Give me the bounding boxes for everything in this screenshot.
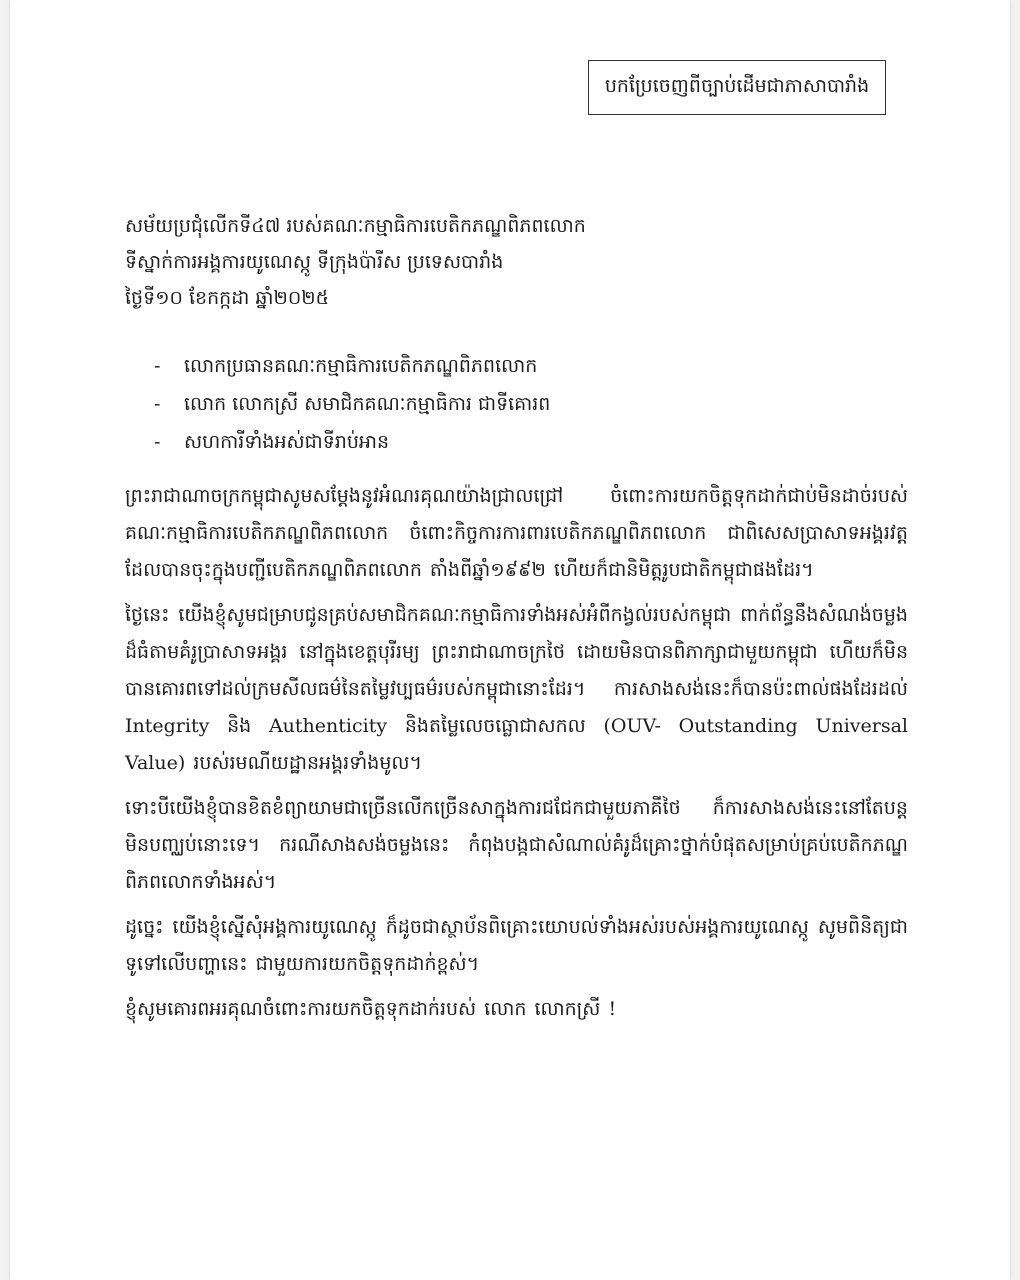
bullet-dash: - (154, 431, 161, 453)
paragraph-efforts: ទោះបីយើងខ្ញុំបានខិតខំព្យាយាមជាច្រើនលើកច្រើនសាក្នុងការជជែកជាមួយភាគីថៃ ក៏ការសាងសង់នេះនៅតែបន្តមិនបញ្ឈប់នោះទេ។ ករណីសាងសង់ចម្លងនេះ កំពុងបង្កជាសំណាល់គំរូដ៏គ្រោះថ្នាក់បំផុតសម្រាប់គ្រប់បេតិកភណ្ឌពិភពលោកទាំងអស់។ (125, 797, 908, 893)
salutation-item (154, 347, 550, 385)
salutation-item (154, 423, 550, 461)
venue-line: ទីស្នាក់ការអង្គការយូណេស្កូ ទីក្រុងប៉ារីស ប្រទេសបារាំង (125, 251, 504, 273)
bullet-dash: - (154, 355, 161, 377)
translation-note-box (588, 60, 886, 115)
date-line: ថ្ងៃទី១០ ខែកក្កដា ឆ្នាំ២០២៥ (125, 287, 330, 309)
letter-header (125, 208, 586, 316)
salutation-text: សហការីទាំងអស់ជាទីរាប់អាន (184, 431, 390, 453)
salutation-text: លោកប្រធានគណៈកម្មាធិការបេតិកភណ្ឌពិភពលោក (184, 355, 538, 377)
salutation-list (154, 347, 550, 461)
salutation-item (154, 385, 550, 423)
salutation-text: លោក លោកស្រី សមាជិកគណៈកម្មាធិការ ជាទីគោរព (184, 393, 551, 415)
document-page (10, 0, 1010, 1280)
paragraph-gratitude: ព្រះរាជាណាចក្រកម្ពុជាសូមសម្តែងនូវអំណរគុណយ៉ាងជ្រាលជ្រៅ ចំពោះការយកចិត្តទុកដាក់ជាប់មិនដាច់របស់គណៈកម្មាធិការបេតិកភណ្ឌពិភពលោក ចំពោះកិច្ចការការពារបេតិកភណ្ឌពិភពលោក ជាពិសេសប្រាសាទអង្គរវត្ត ដែលបានចុះក្នុងបញ្ជីបេតិកភណ្ឌពិភពលោក តាំងពីឆ្នាំ១៩៩២ ហើយក៏ជានិមិត្តរូបជាតិកម្ពុជាផងដែរ។ (125, 485, 908, 581)
translation-note: បកប្រែចេញពីច្បាប់ដើមជាភាសាបារាំង (604, 74, 870, 97)
session-line: សម័យប្រជុំលើកទី៤៧ របស់គណៈកម្មាធិការបេតិកភណ្ឌពិភពលោក (125, 215, 586, 237)
letter-body (125, 478, 908, 1036)
paragraph-concern: ថ្ងៃនេះ យើងខ្ញុំសូមជម្រាបជូនគ្រប់សមាជិកគណៈកម្មាធិការទាំងអស់អំពីកង្វល់របស់កម្ពុជា ពាក់ព័ន្ធនឹងសំណង់ចម្លងដ៏ធំតាមគំរូប្រាសាទអង្គរ នៅក្នុងខេត្តបុរីរម្យ ព្រះរាជាណាចក្រថៃ ដោយមិនបានពិភាក្សាជាមួយកម្ពុជា ហើយក៏មិនបានគោរពទៅដល់ក្រមសីលធម៌នៃតម្លៃវប្បធម៌របស់កម្ពុជានោះដែរ។ ការសាងសង់នេះក៏បានប៉ះពាល់ផងដែរដល់ Integrity និង Authenticity និងតម្លៃលេចធ្លោជាសកល (OUV- Outstanding Universal Value) របស់រមណីយដ្ឋានអង្គរទាំងមូល។ (125, 604, 908, 774)
closing-line: ខ្ញុំសូមគោរពអរគុណចំពោះការយកចិត្តទុកដាក់របស់ លោក លោកស្រី ! (125, 998, 617, 1020)
paragraph-request: ដូច្នេះ យើងខ្ញុំស្នើសុំអង្គការយូណេស្កូ ក៏ដូចជាស្ថាប័នពិគ្រោះយោបល់ទាំងអស់របស់អង្គការយូណេស្កូ សូមពិនិត្យជាទូទៅលើបញ្ហានេះ ជាមួយការយកចិត្តទុកដាក់ខ្ពស់។ (125, 916, 908, 975)
bullet-dash: - (154, 393, 161, 415)
